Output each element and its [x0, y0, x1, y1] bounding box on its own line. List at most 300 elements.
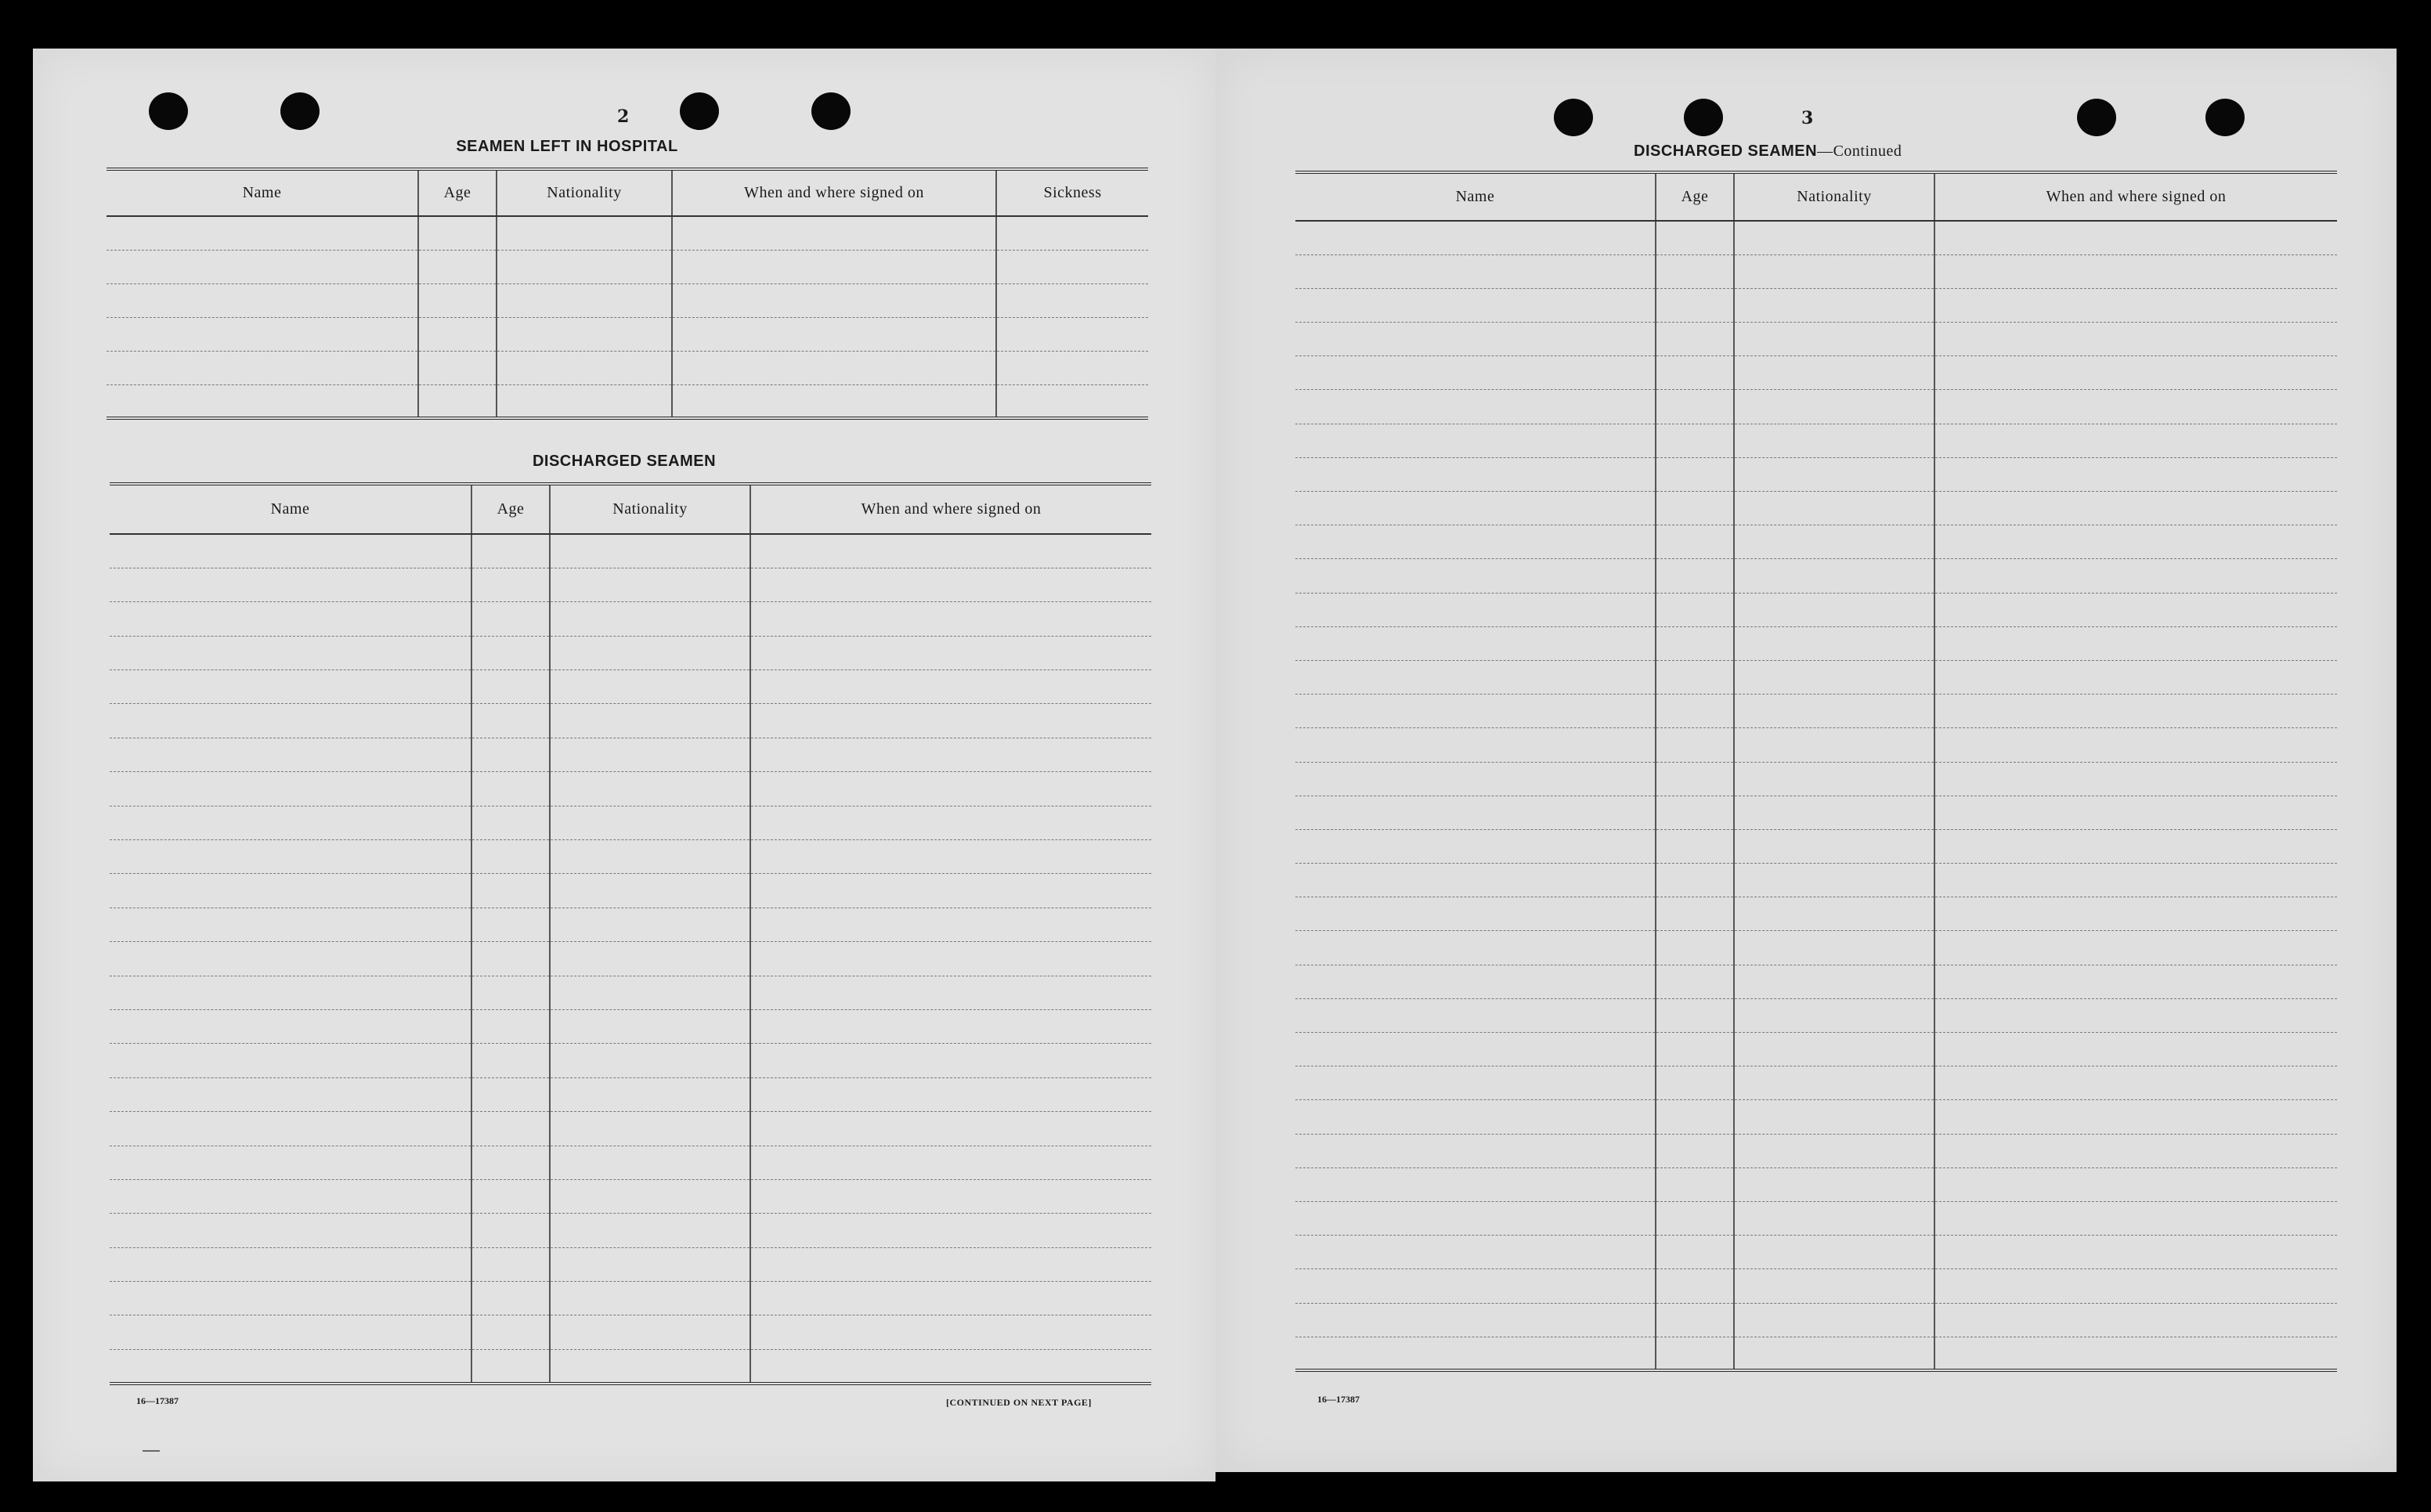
column-header-when-and-where-signed-on: When and where signed on — [1934, 172, 2337, 221]
blank-cell — [1295, 254, 1656, 288]
column-header-when-and-where-signed-on: When and where signed on — [750, 484, 1151, 534]
blank-cell — [1734, 796, 1934, 829]
form-number: 16—17387 — [136, 1395, 179, 1406]
blank-cell — [497, 250, 672, 283]
blank-cell — [110, 1349, 471, 1383]
blank-cell — [1295, 1100, 1656, 1134]
blank-cell — [1934, 1201, 2337, 1235]
blank-cell — [1295, 695, 1656, 728]
blank-cell — [1656, 695, 1734, 728]
blank-cell — [418, 283, 497, 317]
blank-cell — [471, 534, 550, 568]
blank-cell — [1656, 492, 1734, 525]
blank-cell — [750, 806, 1151, 839]
table-row — [1295, 593, 2337, 626]
punch-hole — [1684, 99, 1723, 136]
column-header-age: Age — [1656, 172, 1734, 221]
table-row — [110, 1009, 1151, 1043]
blank-cell — [550, 704, 750, 738]
table-row — [1295, 1100, 2337, 1134]
table-row — [110, 1349, 1151, 1383]
blank-cell — [471, 1112, 550, 1146]
blank-cell — [750, 874, 1151, 908]
blank-cell — [110, 1009, 471, 1043]
blank-cell — [1934, 796, 2337, 829]
blank-cell — [471, 1179, 550, 1213]
blank-cell — [110, 1179, 471, 1213]
blank-cell — [1934, 221, 2337, 254]
blank-cell — [1734, 1100, 1934, 1134]
blank-cell — [1295, 762, 1656, 796]
blank-cell — [110, 1112, 471, 1146]
blank-cell — [672, 216, 996, 250]
blank-cell — [471, 670, 550, 704]
blank-cell — [1734, 492, 1934, 525]
table-row — [110, 942, 1151, 976]
blank-cell — [1656, 1033, 1734, 1066]
blank-cell — [1295, 864, 1656, 897]
blank-cell — [550, 1214, 750, 1247]
blank-cell — [550, 568, 750, 601]
blank-cell — [1295, 356, 1656, 390]
blank-cell — [750, 602, 1151, 636]
blank-cell — [750, 1077, 1151, 1111]
column-header-when-and-where-signed-on: When and where signed on — [672, 169, 996, 216]
blank-cell — [1934, 1066, 2337, 1100]
blank-cell — [550, 976, 750, 1009]
blank-cell — [672, 283, 996, 317]
table-row — [1295, 1066, 2337, 1100]
blank-cell — [471, 1077, 550, 1111]
blank-cell — [1934, 593, 2337, 626]
blank-cell — [1734, 626, 1934, 660]
blank-cell — [107, 384, 418, 418]
blank-cell — [1295, 221, 1656, 254]
table-row — [1295, 626, 2337, 660]
blank-cell — [1656, 457, 1734, 491]
blank-cell — [1295, 626, 1656, 660]
blank-cell — [750, 636, 1151, 669]
blank-cell — [418, 384, 497, 418]
blank-cell — [550, 908, 750, 941]
blank-cell — [750, 738, 1151, 771]
blank-cell — [110, 1282, 471, 1315]
blank-cell — [1656, 593, 1734, 626]
column-header-age: Age — [418, 169, 497, 216]
blank-cell — [1656, 1337, 1734, 1370]
blank-cell — [107, 283, 418, 317]
table-row — [1295, 288, 2337, 322]
blank-cell — [471, 602, 550, 636]
blank-cell — [550, 942, 750, 976]
blank-cell — [110, 840, 471, 874]
table-row — [1295, 1167, 2337, 1201]
table-row — [110, 1077, 1151, 1111]
blank-cell — [110, 1146, 471, 1179]
table-row — [107, 351, 1148, 384]
blank-cell — [107, 216, 418, 250]
blank-cell — [110, 976, 471, 1009]
blank-cell — [1656, 356, 1734, 390]
blank-cell — [1734, 1134, 1934, 1167]
blank-cell — [1734, 1337, 1934, 1370]
blank-cell — [1734, 728, 1934, 762]
table-row — [110, 772, 1151, 806]
blank-cell — [1656, 829, 1734, 863]
blank-cell — [1295, 1337, 1656, 1370]
table-row — [110, 670, 1151, 704]
column-header-name: Name — [107, 169, 418, 216]
blank-cell — [1734, 1303, 1934, 1337]
table-row — [107, 384, 1148, 418]
table-row — [110, 1146, 1151, 1179]
blank-cell — [471, 976, 550, 1009]
table-row — [1295, 1236, 2337, 1269]
blank-cell — [1656, 965, 1734, 998]
table-row — [110, 840, 1151, 874]
column-header-nationality: Nationality — [550, 484, 750, 534]
blank-cell — [471, 704, 550, 738]
blank-cell — [1656, 762, 1734, 796]
blank-cell — [1934, 829, 2337, 863]
column-header-name: Name — [1295, 172, 1656, 221]
table-row — [1295, 1201, 2337, 1235]
blank-cell — [471, 1009, 550, 1043]
blank-cell — [1295, 897, 1656, 931]
blank-cell — [1934, 390, 2337, 424]
table-row — [1295, 221, 2337, 254]
blank-cell — [1734, 1201, 1934, 1235]
form-number: 16—17387 — [1317, 1394, 1360, 1405]
blank-cell — [471, 636, 550, 669]
blank-cell — [1734, 897, 1934, 931]
table-row — [1295, 1134, 2337, 1167]
blank-cell — [418, 250, 497, 283]
blank-cell — [1734, 390, 1934, 424]
blank-cell — [110, 1247, 471, 1281]
blank-cell — [110, 772, 471, 806]
table-row — [110, 1282, 1151, 1315]
table-row — [1295, 864, 2337, 897]
blank-cell — [110, 874, 471, 908]
section-title-main: DISCHARGED SEAMEN — [1634, 143, 1818, 160]
table-row — [110, 1179, 1151, 1213]
table-row — [1295, 1337, 2337, 1370]
table-row — [1295, 695, 2337, 728]
table-row — [1295, 457, 2337, 491]
blank-cell — [497, 384, 672, 418]
blank-cell — [471, 1044, 550, 1077]
blank-cell — [550, 534, 750, 568]
table-row — [1295, 492, 2337, 525]
blank-cell — [471, 772, 550, 806]
blank-cell — [1934, 695, 2337, 728]
blank-cell — [110, 1315, 471, 1349]
blank-cell — [1734, 525, 1934, 559]
blank-cell — [996, 351, 1148, 384]
blank-cell — [1734, 593, 1934, 626]
blank-cell — [750, 568, 1151, 601]
table-row — [1295, 424, 2337, 457]
blank-cell — [750, 1112, 1151, 1146]
column-header-sickness: Sickness — [996, 169, 1148, 216]
blank-cell — [750, 942, 1151, 976]
blank-cell — [1295, 1269, 1656, 1303]
blank-cell — [750, 670, 1151, 704]
table-row — [110, 738, 1151, 771]
column-header-nationality: Nationality — [497, 169, 672, 216]
blank-cell — [1656, 221, 1734, 254]
blank-cell — [1295, 593, 1656, 626]
blank-cell — [1934, 897, 2337, 931]
blank-cell — [1934, 288, 2337, 322]
blank-cell — [110, 704, 471, 738]
blank-cell — [1656, 1167, 1734, 1201]
blank-cell — [1295, 728, 1656, 762]
blank-cell — [418, 216, 497, 250]
table-row — [110, 806, 1151, 839]
blank-cell — [1656, 288, 1734, 322]
blank-cell — [750, 840, 1151, 874]
table-row — [1295, 559, 2337, 593]
blank-cell — [1656, 864, 1734, 897]
table-row — [1295, 254, 2337, 288]
blank-cell — [497, 283, 672, 317]
blank-cell — [110, 602, 471, 636]
blank-cell — [1934, 626, 2337, 660]
blank-cell — [550, 1315, 750, 1349]
column-header-age: Age — [471, 484, 550, 534]
blank-cell — [550, 1179, 750, 1213]
table-row — [110, 602, 1151, 636]
blank-cell — [1934, 356, 2337, 390]
blank-cell — [107, 351, 418, 384]
table-row — [110, 636, 1151, 669]
blank-cell — [471, 738, 550, 771]
blank-cell — [1734, 221, 1934, 254]
blank-cell — [550, 1349, 750, 1383]
blank-cell — [497, 351, 672, 384]
blank-cell — [110, 908, 471, 941]
page-number: 3 — [1801, 108, 1814, 128]
table-row — [110, 1315, 1151, 1349]
blank-cell — [750, 772, 1151, 806]
column-header-name: Name — [110, 484, 471, 534]
table-row — [110, 1214, 1151, 1247]
blank-cell — [1734, 356, 1934, 390]
blank-cell — [1934, 1100, 2337, 1134]
blank-cell — [1295, 424, 1656, 457]
blank-cell — [1295, 492, 1656, 525]
blank-cell — [1934, 559, 2337, 593]
table-row — [1295, 998, 2337, 1032]
blank-cell — [672, 351, 996, 384]
blank-cell — [750, 1179, 1151, 1213]
table-row — [110, 976, 1151, 1009]
blank-cell — [110, 1044, 471, 1077]
blank-cell — [1656, 626, 1734, 660]
blank-cell — [750, 1044, 1151, 1077]
right-page — [1216, 49, 2397, 1472]
blank-cell — [750, 534, 1151, 568]
blank-cell — [1734, 695, 1934, 728]
blank-cell — [550, 636, 750, 669]
blank-cell — [1295, 323, 1656, 356]
blank-cell — [750, 976, 1151, 1009]
blank-cell — [1934, 1337, 2337, 1370]
blank-cell — [1656, 1066, 1734, 1100]
blank-cell — [1295, 457, 1656, 491]
blank-cell — [1295, 1303, 1656, 1337]
punch-hole — [2205, 99, 2245, 136]
blank-cell — [1934, 660, 2337, 694]
blank-cell — [1656, 525, 1734, 559]
blank-cell — [110, 568, 471, 601]
blank-cell — [1656, 390, 1734, 424]
table-row — [110, 874, 1151, 908]
discharged-section-title: DISCHARGED SEAMEN — [532, 453, 717, 470]
blank-cell — [471, 1214, 550, 1247]
table-row — [107, 283, 1148, 317]
blank-cell — [1734, 864, 1934, 897]
blank-cell — [672, 317, 996, 351]
blank-cell — [996, 317, 1148, 351]
table-row — [1295, 965, 2337, 998]
blank-cell — [471, 874, 550, 908]
blank-cell — [1295, 1033, 1656, 1066]
blank-cell — [1734, 1066, 1934, 1100]
blank-cell — [1734, 288, 1934, 322]
blank-cell — [996, 283, 1148, 317]
blank-cell — [1934, 1033, 2337, 1066]
blank-cell — [471, 942, 550, 976]
table-row — [110, 704, 1151, 738]
blank-cell — [1934, 254, 2337, 288]
blank-cell — [1934, 1269, 2337, 1303]
blank-cell — [107, 250, 418, 283]
blank-cell — [110, 534, 471, 568]
blank-cell — [1934, 323, 2337, 356]
blank-cell — [550, 738, 750, 771]
table-row — [110, 1044, 1151, 1077]
blank-cell — [1934, 1134, 2337, 1167]
blank-cell — [1934, 457, 2337, 491]
blank-cell — [1295, 288, 1656, 322]
blank-cell — [550, 874, 750, 908]
discharged-continued-table — [1295, 171, 2337, 1372]
blank-cell — [550, 1282, 750, 1315]
stray-mark — [143, 1450, 160, 1452]
blank-cell — [550, 602, 750, 636]
blank-cell — [550, 670, 750, 704]
blank-cell — [418, 317, 497, 351]
blank-cell — [1934, 424, 2337, 457]
blank-cell — [1734, 965, 1934, 998]
blank-cell — [1656, 1201, 1734, 1235]
table-row — [107, 216, 1148, 250]
blank-cell — [1734, 660, 1934, 694]
punch-hole — [280, 92, 320, 130]
blank-cell — [1656, 728, 1734, 762]
table-row — [1295, 390, 2337, 424]
blank-cell — [1934, 525, 2337, 559]
table-row — [1295, 728, 2337, 762]
blank-cell — [750, 704, 1151, 738]
punch-hole — [2077, 99, 2116, 136]
blank-cell — [110, 1077, 471, 1111]
blank-cell — [996, 384, 1148, 418]
blank-cell — [110, 738, 471, 771]
blank-cell — [1734, 1236, 1934, 1269]
blank-cell — [1934, 1303, 2337, 1337]
blank-cell — [750, 1282, 1151, 1315]
blank-cell — [1295, 1134, 1656, 1167]
blank-cell — [1934, 728, 2337, 762]
blank-cell — [1734, 424, 1934, 457]
blank-cell — [1934, 762, 2337, 796]
blank-cell — [1295, 1167, 1656, 1201]
blank-cell — [1295, 390, 1656, 424]
blank-cell — [550, 1146, 750, 1179]
blank-cell — [1934, 864, 2337, 897]
blank-cell — [1934, 1236, 2337, 1269]
table-row — [1295, 660, 2337, 694]
blank-cell — [471, 806, 550, 839]
blank-cell — [1734, 762, 1934, 796]
punch-hole — [811, 92, 851, 130]
blank-cell — [1934, 931, 2337, 965]
blank-cell — [1734, 829, 1934, 863]
blank-cell — [1934, 998, 2337, 1032]
blank-cell — [1295, 998, 1656, 1032]
blank-cell — [550, 806, 750, 839]
blank-cell — [110, 670, 471, 704]
blank-cell — [1656, 998, 1734, 1032]
blank-cell — [750, 1009, 1151, 1043]
blank-cell — [110, 806, 471, 839]
table-row — [1295, 1303, 2337, 1337]
blank-cell — [110, 636, 471, 669]
blank-cell — [672, 384, 996, 418]
blank-cell — [110, 1214, 471, 1247]
column-header-nationality: Nationality — [1734, 172, 1934, 221]
blank-cell — [750, 1214, 1151, 1247]
blank-cell — [471, 568, 550, 601]
blank-cell — [550, 840, 750, 874]
blank-cell — [672, 250, 996, 283]
blank-cell — [497, 317, 672, 351]
blank-cell — [1734, 323, 1934, 356]
blank-cell — [550, 1077, 750, 1111]
table-row — [107, 250, 1148, 283]
blank-cell — [750, 1146, 1151, 1179]
blank-cell — [471, 1315, 550, 1349]
blank-cell — [1295, 660, 1656, 694]
blank-cell — [1295, 829, 1656, 863]
blank-cell — [1295, 965, 1656, 998]
blank-cell — [750, 1349, 1151, 1383]
blank-cell — [1656, 1236, 1734, 1269]
blank-cell — [1295, 525, 1656, 559]
punch-hole — [149, 92, 188, 130]
blank-cell — [107, 317, 418, 351]
blank-cell — [1934, 492, 2337, 525]
blank-cell — [1295, 559, 1656, 593]
blank-cell — [1734, 1033, 1934, 1066]
blank-cell — [1295, 1201, 1656, 1235]
blank-cell — [1295, 1236, 1656, 1269]
table-row — [1295, 525, 2337, 559]
